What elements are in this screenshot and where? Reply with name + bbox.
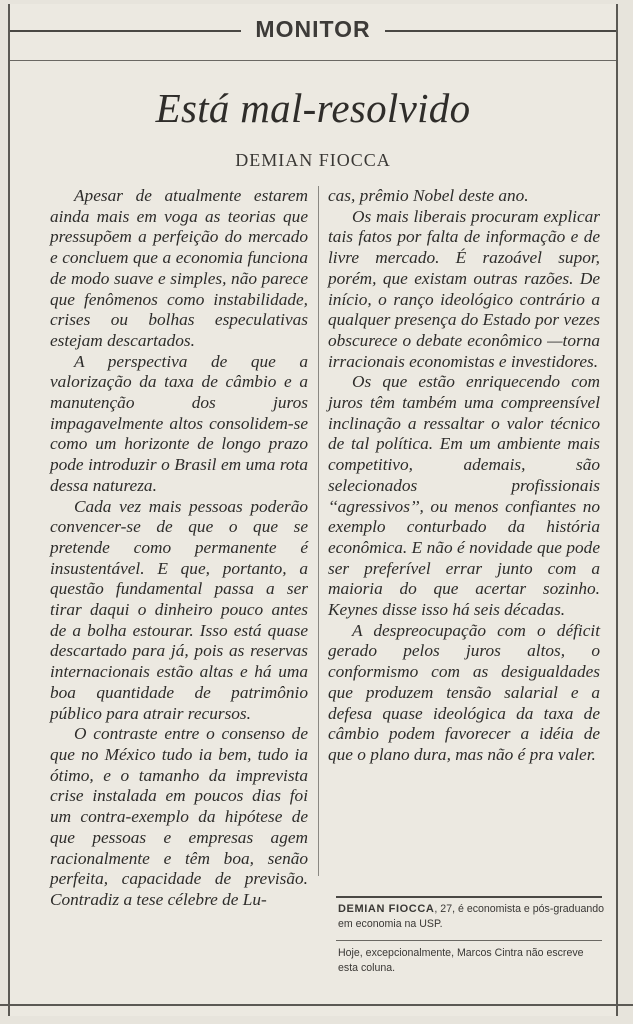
bio-author-name: DEMIAN FIOCCA: [338, 903, 435, 915]
paragraph: O contraste entre o consenso de que no México tudo ia bem, tudo ia ótimo, e o tamanho da imprevista crise instalada em poucos dias foi um contra-exemplo da hipótese de que pessoas e empresas agem racionalmente e têm boa, senão perfeita, capacidade de previsão. Contradiz a tese célebre de Lu-: [50, 724, 308, 909]
column-divider: [318, 186, 319, 876]
paragraph: Os que estão enriquecendo com juros têm também uma compreensível inclinação a ressaltar o valor técnico de tal política. Em um ambiente mais competitivo, ademais, são selecionados profissionais ‘‘agressivos’’, ou menos confiantes no exemplo conturbado da história econômica. E não é novidade que pode ser preferível errar junto com a maioria do que acertar sozinho. Keynes disse isso há seis décadas.: [328, 372, 600, 620]
paragraph: Os mais liberais procuram explicar tais fatos por falta de informação e de livre mercado. É razoável supor, porém, que existam outras razões. De início, o ranço ideológico contrário a qualquer presença do Estado por vezes obscurece o debate econômico —torna irracionais economistas e investidores.: [328, 206, 600, 371]
paragraph: Apesar de atualmente estarem ainda mais em voga as teorias que pressupõem a perfeição do mercado e concluem que a economia funciona de modo suave e simples, não parece que fenômenos como instabilidade, crises ou bolhas especulativas estejam descartados.: [50, 186, 308, 350]
section-title: MONITOR: [10, 16, 616, 43]
bottom-rule: [0, 1004, 633, 1006]
author-bio: [338, 902, 606, 932]
article-column-right: [328, 186, 600, 766]
byline: DEMIAN FIOCCA: [235, 150, 391, 170]
paragraph: A perspectiva de que a valorização da taxa de câmbio e a manutenção dos juros impagavelmente altos consolidem-se como um horizonte de longo prazo pode introduzir o Brasil em uma rota dessa natureza.: [50, 351, 308, 495]
paragraph: cas, prêmio Nobel deste ano.: [328, 186, 529, 205]
headline: Está mal-resolvido: [155, 85, 471, 131]
bio-text: , 27, é economista e pós-graduando em economia na USP.: [338, 903, 605, 930]
paragraph: A despreocupação com o déficit gerado pelos juros altos, o conformismo com as desigualdades que produzem tensão salarial e a defesa quase ideológica da taxa de câmbio podem favorecer a idéia de que o plano dura, mas não é pra valer.: [328, 620, 600, 764]
bio-rule: [336, 896, 602, 898]
note-rule: [336, 940, 602, 941]
article-column-left: [50, 186, 308, 911]
paragraph: Cada vez mais pessoas poderão convencer-se de que o que se pretende como permanente é insustentável. E que, portanto, a questão fundamental passa a ser tirar daqui o dinheiro pouco antes de a bolha estourar. Isso está quase descartado para já, pois as reservas internacionais estão altas e há uma boa quantidade de patrimônio público para atrair recursos.: [50, 496, 308, 723]
header-divider: [10, 60, 616, 61]
editor-note: Hoje, excepcionalmente, Marcos Cintra não escreve esta coluna.: [338, 947, 584, 974]
